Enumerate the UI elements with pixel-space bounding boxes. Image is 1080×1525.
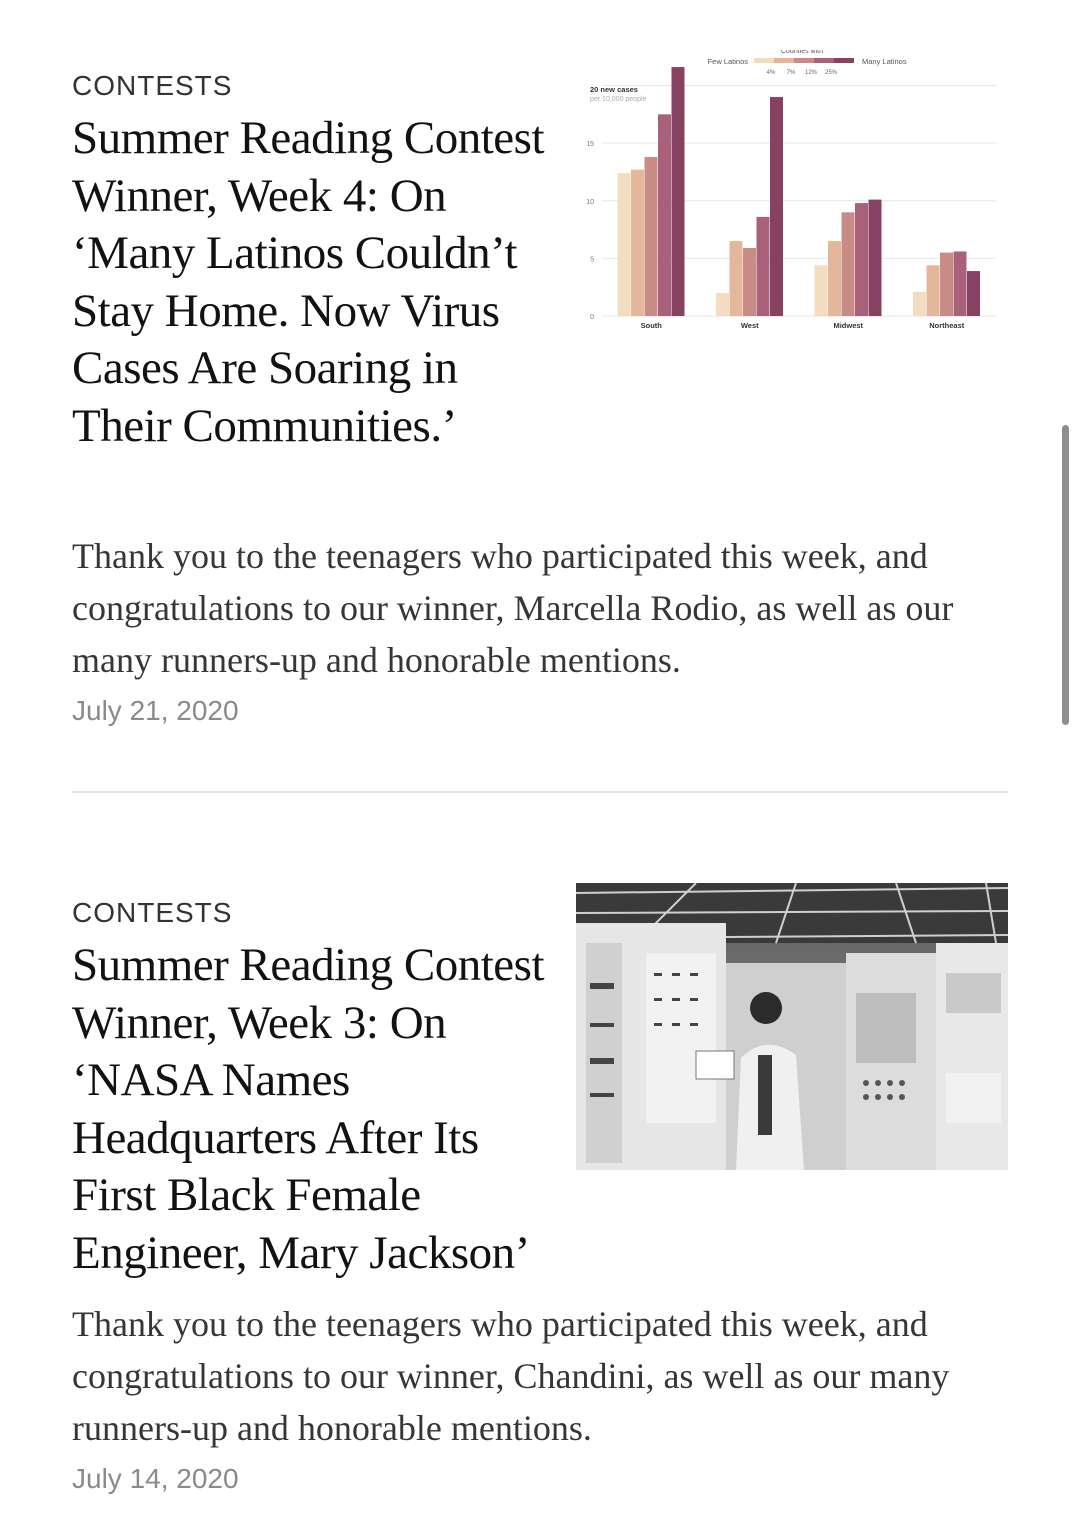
bar	[770, 97, 783, 316]
legend-tick: 4%	[766, 70, 776, 76]
bar	[927, 265, 940, 316]
bar	[913, 292, 926, 316]
legend-swatch	[794, 58, 814, 63]
article-thumbnail-photo[interactable]	[576, 883, 1008, 1170]
bar	[842, 212, 855, 316]
legend-tick: 12%	[804, 70, 818, 76]
x-tick-label: West	[740, 321, 759, 330]
section-kicker[interactable]: CONTESTS	[72, 897, 233, 928]
bar	[869, 200, 882, 316]
legend-label-left: Few Latinos	[707, 57, 748, 66]
scrollbar[interactable]	[1062, 425, 1069, 725]
bar	[658, 114, 671, 316]
legend-tick: 7%	[786, 70, 796, 76]
legend-label-right: Many Latinos	[862, 57, 907, 66]
bar	[954, 251, 967, 316]
article-headline[interactable]: Summer Reading Contest Winner, Week 4: On ‘Many Latinos Couldn’t Stay Home. Now Virus Cases Are Soaring in Their Communities.’	[72, 112, 545, 452]
y-tick-label: 5	[590, 256, 594, 264]
legend-swatch	[754, 58, 774, 63]
y-axis-sublabel: per 10,000 people	[590, 96, 647, 103]
divider	[72, 791, 1008, 793]
bar	[757, 217, 770, 316]
bar	[716, 293, 729, 316]
photo-illustration	[576, 883, 1008, 1170]
bar	[855, 203, 868, 316]
article-text	[72, 68, 545, 455]
bar	[618, 173, 631, 316]
article-summary: Thank you to the teenagers who participated this week, and congratulations to our winner, Marcella Rodio, as well as our many runners-up and honorable mentions.	[72, 536, 954, 680]
y-axis-label: 20 new cases	[590, 85, 638, 94]
y-tick-label: 10	[586, 198, 594, 206]
article-thumbnail-chart[interactable]	[576, 50, 1008, 340]
bar	[743, 248, 756, 316]
article-date: July 14, 2020	[72, 1463, 239, 1494]
bar	[631, 170, 644, 316]
article-date: July 21, 2020	[72, 695, 239, 726]
x-tick-label: Midwest	[833, 321, 864, 330]
x-tick-label: South	[640, 321, 662, 330]
legend-title: Counties with	[780, 50, 824, 55]
y-tick-label: 15	[586, 141, 594, 149]
bar	[815, 265, 828, 316]
section-kicker[interactable]: CONTESTS	[72, 70, 233, 101]
y-tick-label: 0	[590, 314, 594, 321]
article-headline[interactable]: Summer Reading Contest Winner, Week 3: On ‘NASA Names Headquarters After Its First Black Female Engineer, Mary Jackson’	[72, 939, 545, 1279]
bar	[828, 241, 841, 316]
x-tick-label: Northeast	[929, 321, 965, 330]
bar	[672, 67, 685, 316]
article-text	[72, 895, 545, 1282]
legend-swatch	[774, 58, 794, 63]
legend-swatch	[814, 58, 834, 63]
legend-swatch	[834, 58, 854, 63]
bar	[967, 271, 980, 316]
bar	[730, 241, 743, 316]
article-summary: Thank you to the teenagers who participated this week, and congratulations to our winner, Chandini, as well as our many runners-up and honorable mentions.	[72, 1304, 950, 1448]
bar	[940, 253, 953, 316]
bar-chart	[576, 50, 1008, 340]
bar	[645, 157, 658, 316]
legend-tick: 25%	[824, 70, 838, 76]
